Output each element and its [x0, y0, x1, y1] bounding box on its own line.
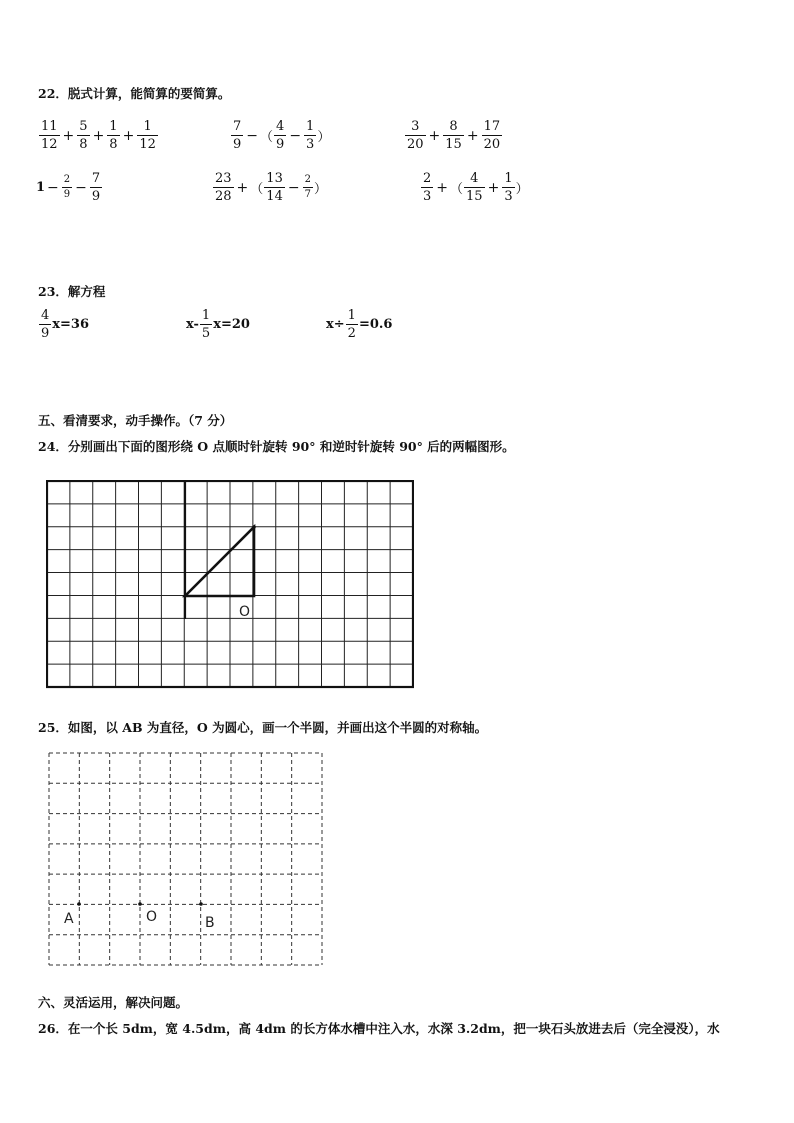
- q23-equation-1: $\frac{4}{9}$ x=36: [41, 308, 90, 341]
- fraction: $\frac{17}{20}$: [483, 119, 501, 152]
- fraction: $\frac{7}{9}$: [233, 119, 242, 152]
- fraction: $\frac{1}{2}$: [347, 308, 356, 341]
- fraction: $\frac{5}{8}$: [79, 119, 88, 152]
- section-6-heading: 六、灵活运用，解决问题。: [38, 995, 189, 1010]
- q25-point-a-label: A: [64, 911, 74, 927]
- q22-expr-3: $\frac{3}{20}$ + $\frac{8}{15}$ + $\frac{17}{20}$: [407, 119, 501, 152]
- q23-equation-2: x- $\frac{1}{5}$ x=20: [186, 308, 250, 341]
- q22-expr-6: $\frac{2}{3}$ + （ $\frac{4}{15}$ + $\frac{1}{3}$ ）: [423, 171, 529, 204]
- q25-point-b-label: B: [205, 915, 215, 931]
- fraction: $\frac{1}{12}$: [139, 119, 156, 152]
- q22-expr-2: $\frac{7}{9}$ − （ $\frac{4}{9}$ − $\frac{1}{3}$ ）: [233, 119, 331, 152]
- q22-expr-1: $\frac{11}{12}$ + $\frac{5}{8}$ + $\frac{1}{8}$ + $\frac{1}{12}$: [41, 119, 156, 152]
- fraction: $\frac{3}{20}$: [407, 119, 424, 152]
- fraction: $\frac{13}{14}$: [266, 171, 283, 204]
- q25-point-o-dot: [138, 902, 142, 906]
- fraction: $\frac{2}{3}$: [423, 171, 432, 204]
- fraction: $\frac{7}{9}$: [91, 171, 101, 204]
- fraction: $\frac{8}{15}$: [445, 119, 462, 152]
- q24-title: 24．分别画出下面的图形绕 O 点顺时针旋转 90° 和逆时针旋转 90° 后的两幅图形。: [38, 439, 515, 454]
- fraction: $\frac{2}{9}$: [63, 174, 71, 200]
- q24-triangle: [185, 527, 254, 596]
- fraction: $\frac{23}{28}$: [215, 171, 232, 204]
- q25-point-o-label: O: [146, 909, 158, 925]
- q25-title: 25．如图，以 AB 为直径，O 为圆心，画一个半圆，并画出这个半圆的对称轴。: [38, 720, 488, 735]
- fraction: $\frac{2}{7}$: [304, 174, 311, 200]
- fraction: $\frac{1}{3}$: [306, 119, 315, 152]
- fraction: $\frac{11}{12}$: [41, 119, 58, 152]
- fraction: $\frac{1}{3}$: [504, 171, 513, 204]
- q24-grid-lines: [47, 481, 413, 687]
- fraction: $\frac{4}{15}$: [466, 171, 483, 204]
- q22-title: 22．脱式计算，能简算的要简算。: [38, 86, 231, 101]
- q22-expr-5: $\frac{23}{28}$ + （ $\frac{13}{14}$ − $\frac{2}{7}$ ）: [215, 171, 327, 204]
- q25-point-b-dot: [199, 902, 203, 906]
- q24-grid-figure: [46, 480, 414, 690]
- fraction: $\frac{1}{8}$: [109, 119, 118, 152]
- q22-expr-4: 1 − $\frac{2}{9}$ − $\frac{7}{9}$: [36, 171, 101, 204]
- q23-title: 23．解方程: [38, 284, 106, 299]
- q24-point-o-label: O: [239, 604, 251, 620]
- fraction: $\frac{4}{9}$: [41, 308, 50, 341]
- q25-grid-lines: [49, 753, 322, 965]
- q25-grid-figure: [48, 752, 324, 968]
- q26-title: 26．在一个长 5dm，宽 4.5dm，高 4dm 的长方体水槽中注入水，水深 3.2dm，把一块石头放进去后（完全浸没），水: [38, 1021, 720, 1036]
- q24-vertex-dot: [252, 525, 256, 529]
- section-5-heading: 五、看清要求，动手操作。（7 分）: [38, 413, 233, 428]
- fraction: $\frac{1}{5}$: [201, 308, 211, 341]
- q23-equation-3: x÷ $\frac{1}{2}$ =0.6: [326, 308, 393, 341]
- q25-point-a-dot: [77, 902, 81, 906]
- fraction: $\frac{4}{9}$: [276, 119, 285, 152]
